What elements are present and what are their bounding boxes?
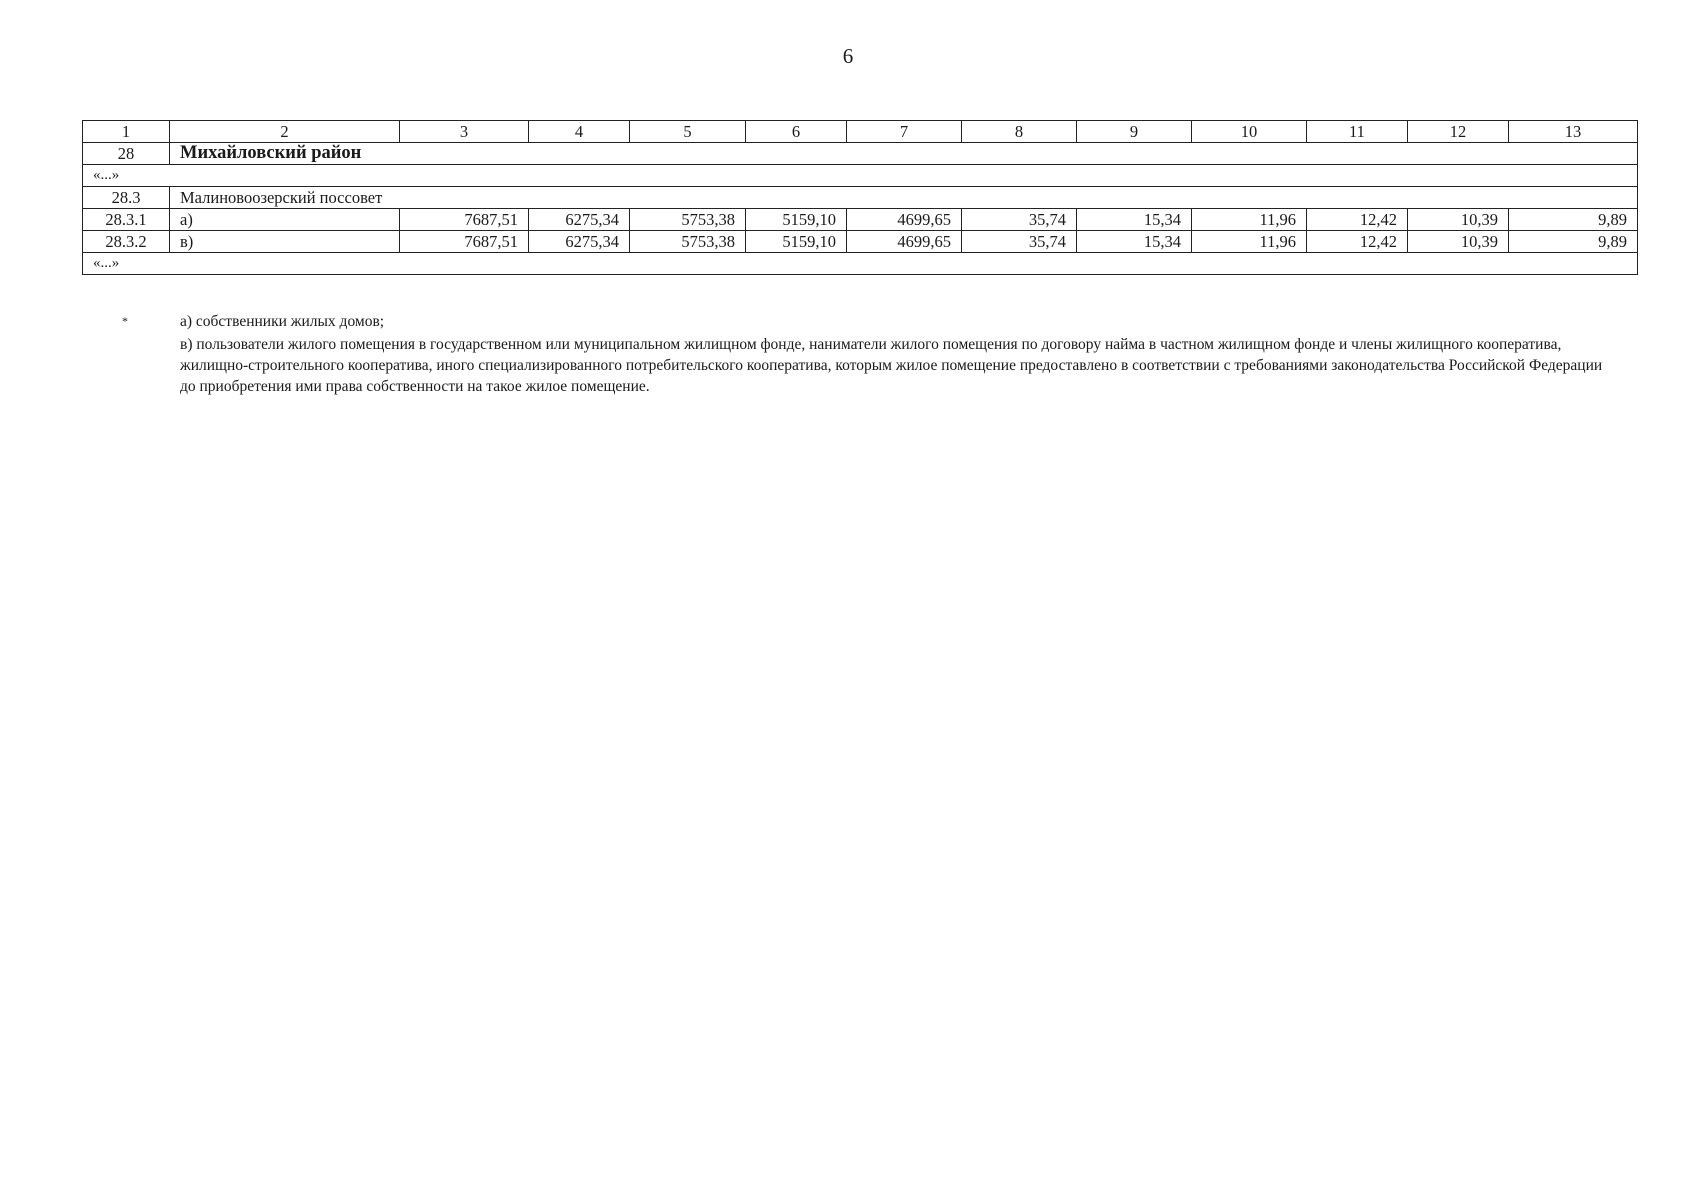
value-cell: 5159,10 — [746, 231, 847, 253]
value-cell: 11,96 — [1192, 231, 1307, 253]
district-row — [83, 143, 1638, 165]
value-cell: 9,89 — [1509, 209, 1638, 231]
footnote-marker: * — [122, 314, 128, 328]
value-cell: 4699,65 — [847, 231, 962, 253]
table-row — [83, 231, 1638, 253]
header-cell: 4 — [529, 121, 630, 143]
header-cell: 9 — [1077, 121, 1192, 143]
subdistrict-number: 28.3 — [83, 187, 170, 209]
row-label: а) — [170, 209, 400, 231]
value-cell: 10,39 — [1408, 231, 1509, 253]
value-cell: 15,34 — [1077, 209, 1192, 231]
page-number: 6 — [842, 44, 854, 68]
tariff-table — [82, 120, 1638, 275]
header-cell: 6 — [746, 121, 847, 143]
header-cell: 10 — [1192, 121, 1307, 143]
value-cell: 10,39 — [1408, 209, 1509, 231]
header-cell: 11 — [1307, 121, 1408, 143]
value-cell: 7687,51 — [400, 209, 529, 231]
header-cell: 5 — [630, 121, 746, 143]
row-number: 28.3.1 — [83, 209, 170, 231]
footnote-b: в) пользователи жилого помещения в государственном или муниципальном жилищном фонде, наниматели жилого помещения по договору найма в частном жилищном фонде и члены жилищного кооператива, жилищно-строительного кооператива, иного специализированного потребительского кооператива, которым жилое помещение предоставлено в соответствии с требованиями законодательства Российской Федерации до приобретения ими права собственности на такое жилое помещение. — [180, 336, 1603, 395]
ellipsis-row — [83, 253, 1638, 275]
header-cell: 3 — [400, 121, 529, 143]
header-row — [83, 121, 1638, 143]
header-cell: 8 — [962, 121, 1077, 143]
value-cell: 5753,38 — [630, 209, 746, 231]
footnote-a: а) собственники жилых домов; — [180, 313, 385, 330]
header-cell: 12 — [1408, 121, 1509, 143]
value-cell: 9,89 — [1509, 231, 1638, 253]
header-cell: 2 — [170, 121, 400, 143]
omission-marker: «...» — [83, 165, 1638, 187]
value-cell: 4699,65 — [847, 209, 962, 231]
value-cell: 15,34 — [1077, 231, 1192, 253]
header-cell: 13 — [1509, 121, 1638, 143]
value-cell: 11,96 — [1192, 209, 1307, 231]
subdistrict-row — [83, 187, 1638, 209]
value-cell: 7687,51 — [400, 231, 529, 253]
header-cell: 1 — [83, 121, 170, 143]
value-cell: 35,74 — [962, 209, 1077, 231]
value-cell: 12,42 — [1307, 231, 1408, 253]
table-row — [83, 209, 1638, 231]
row-label: в) — [170, 231, 400, 253]
subdistrict-name-text: Малиновоозерский поссовет — [180, 188, 383, 207]
subdistrict-name — [170, 187, 1638, 209]
ellipsis-row — [83, 165, 1638, 187]
omission-marker: «...» — [83, 253, 1638, 275]
district-name: Михайловский район — [170, 143, 1638, 165]
value-cell: 6275,34 — [529, 209, 630, 231]
district-number: 28 — [83, 143, 170, 165]
value-cell: 5753,38 — [630, 231, 746, 253]
value-cell: 35,74 — [962, 231, 1077, 253]
header-cell: 7 — [847, 121, 962, 143]
value-cell: 5159,10 — [746, 209, 847, 231]
value-cell: 12,42 — [1307, 209, 1408, 231]
row-number: 28.3.2 — [83, 231, 170, 253]
value-cell: 6275,34 — [529, 231, 630, 253]
